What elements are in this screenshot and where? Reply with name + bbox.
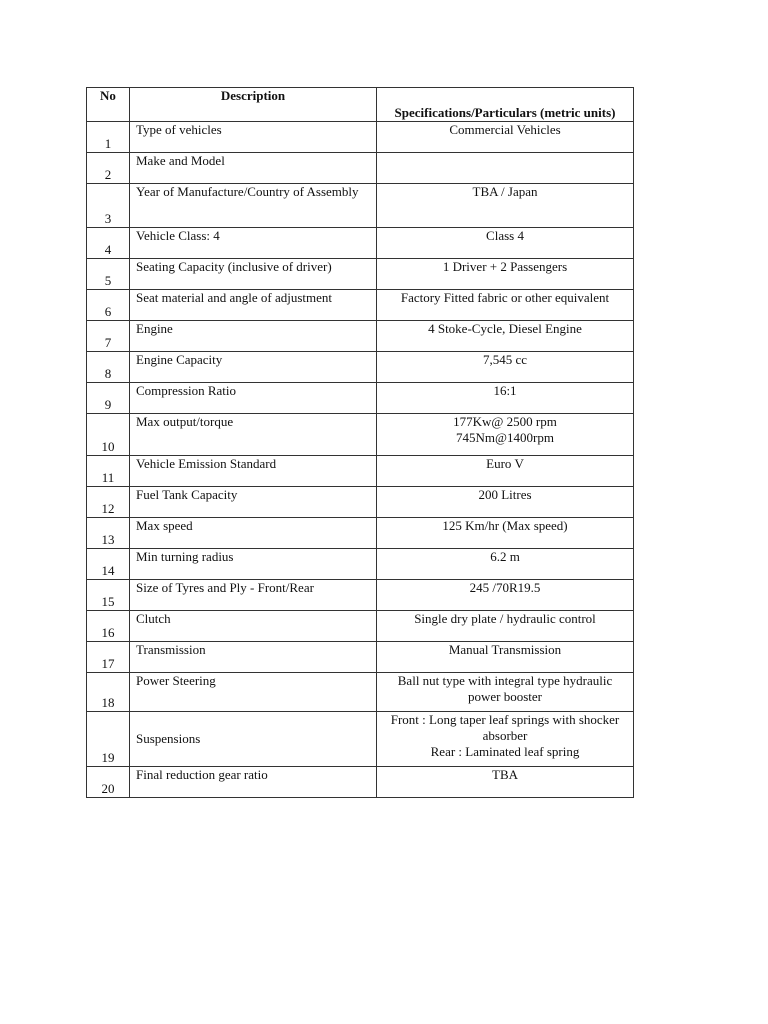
table-row [87, 228, 634, 259]
row-number: 5 [87, 259, 130, 290]
spec-line: 177Kw@ 2500 rpm [453, 414, 557, 429]
row-number: 7 [87, 321, 130, 352]
row-description: Transmission [130, 642, 377, 673]
row-spec [377, 153, 634, 184]
row-spec [377, 184, 634, 228]
table-row [87, 153, 634, 184]
spec-line: 6.2 m [490, 549, 520, 564]
row-number: 20 [87, 767, 130, 798]
row-number: 17 [87, 642, 130, 673]
row-spec [377, 321, 634, 352]
row-spec [377, 383, 634, 414]
row-number: 15 [87, 580, 130, 611]
table-row [87, 518, 634, 549]
row-description: Make and Model [130, 153, 377, 184]
table-row [87, 673, 634, 712]
row-description: Type of vehicles [130, 122, 377, 153]
row-spec [377, 122, 634, 153]
row-number: 11 [87, 456, 130, 487]
spec-line: Ball nut type with integral type hydraulic power booster [397, 673, 613, 704]
row-description: Max speed [130, 518, 377, 549]
row-description: Seating Capacity (inclusive of driver) [130, 259, 377, 290]
table-row [87, 352, 634, 383]
row-spec [377, 767, 634, 798]
table-row [87, 321, 634, 352]
row-description: Fuel Tank Capacity [130, 487, 377, 518]
spec-line: Class 4 [486, 228, 524, 243]
spec-line: TBA [492, 767, 518, 782]
row-number: 1 [87, 122, 130, 153]
spec-line: 200 Litres [478, 487, 532, 502]
table-row [87, 611, 634, 642]
row-spec [377, 611, 634, 642]
row-spec [377, 456, 634, 487]
table-row [87, 456, 634, 487]
table-row [87, 122, 634, 153]
header-description: Description [130, 88, 377, 122]
row-spec [377, 712, 634, 767]
row-description: Suspensions [130, 712, 377, 767]
row-spec [377, 518, 634, 549]
spec-line: 125 Km/hr (Max speed) [442, 518, 568, 533]
header-spec: Specifications/Particulars (metric units) [377, 88, 634, 122]
row-description: Max output/torque [130, 414, 377, 456]
spec-line: 1 Driver + 2 Passengers [442, 259, 568, 274]
row-number: 19 [87, 712, 130, 767]
table-row [87, 383, 634, 414]
table-row [87, 712, 634, 767]
spec-line: Commercial Vehicles [449, 122, 561, 137]
spec-line: Euro V [486, 456, 524, 471]
table-row [87, 580, 634, 611]
spec-line: Factory Fitted fabric or other equivalent [400, 290, 610, 305]
table-row [87, 642, 634, 673]
row-description: Clutch [130, 611, 377, 642]
row-spec [377, 549, 634, 580]
row-description: Vehicle Emission Standard [130, 456, 377, 487]
table-row [87, 487, 634, 518]
row-description: Power Steering [130, 673, 377, 712]
spec-line: 745Nm@1400rpm [456, 430, 554, 445]
header-no: No [87, 88, 130, 122]
row-description: Compression Ratio [130, 383, 377, 414]
spec-line: Front : Long taper leaf springs with shocker absorber [390, 712, 620, 743]
row-description: Engine Capacity [130, 352, 377, 383]
row-spec [377, 673, 634, 712]
row-description: Min turning radius [130, 549, 377, 580]
row-number: 6 [87, 290, 130, 321]
row-number: 2 [87, 153, 130, 184]
row-spec [377, 259, 634, 290]
row-spec [377, 414, 634, 456]
row-spec [377, 290, 634, 321]
row-description: Engine [130, 321, 377, 352]
spec-line: 245 /70R19.5 [469, 580, 541, 595]
spec-line: 16:1 [493, 383, 517, 398]
table-row [87, 184, 634, 228]
table-row [87, 290, 634, 321]
table-row [87, 414, 634, 456]
row-description: Size of Tyres and Ply - Front/Rear [130, 580, 377, 611]
row-number: 10 [87, 414, 130, 456]
spec-line: Rear : Laminated leaf spring [430, 744, 580, 759]
table-row [87, 767, 634, 798]
table-row [87, 549, 634, 580]
spec-line: Single dry plate / hydraulic control [414, 611, 596, 626]
spec-line: Manual Transmission [448, 642, 562, 657]
row-spec [377, 642, 634, 673]
row-spec [377, 487, 634, 518]
table-row [87, 259, 634, 290]
row-number: 4 [87, 228, 130, 259]
row-number: 18 [87, 673, 130, 712]
row-number: 16 [87, 611, 130, 642]
spec-line: 7,545 cc [482, 352, 528, 367]
spec-line: TBA / Japan [472, 184, 538, 199]
row-description: Final reduction gear ratio [130, 767, 377, 798]
row-spec [377, 352, 634, 383]
spec-table [86, 87, 634, 798]
row-spec [377, 228, 634, 259]
row-spec [377, 580, 634, 611]
row-number: 3 [87, 184, 130, 228]
row-number: 8 [87, 352, 130, 383]
row-description: Seat material and angle of adjustment [130, 290, 377, 321]
header-row [87, 88, 634, 122]
row-description: Year of Manufacture/Country of Assembly [130, 184, 377, 228]
row-number: 12 [87, 487, 130, 518]
row-description: Vehicle Class: 4 [130, 228, 377, 259]
row-number: 14 [87, 549, 130, 580]
row-number: 13 [87, 518, 130, 549]
row-number: 9 [87, 383, 130, 414]
spec-line: 4 Stoke-Cycle, Diesel Engine [428, 321, 582, 336]
